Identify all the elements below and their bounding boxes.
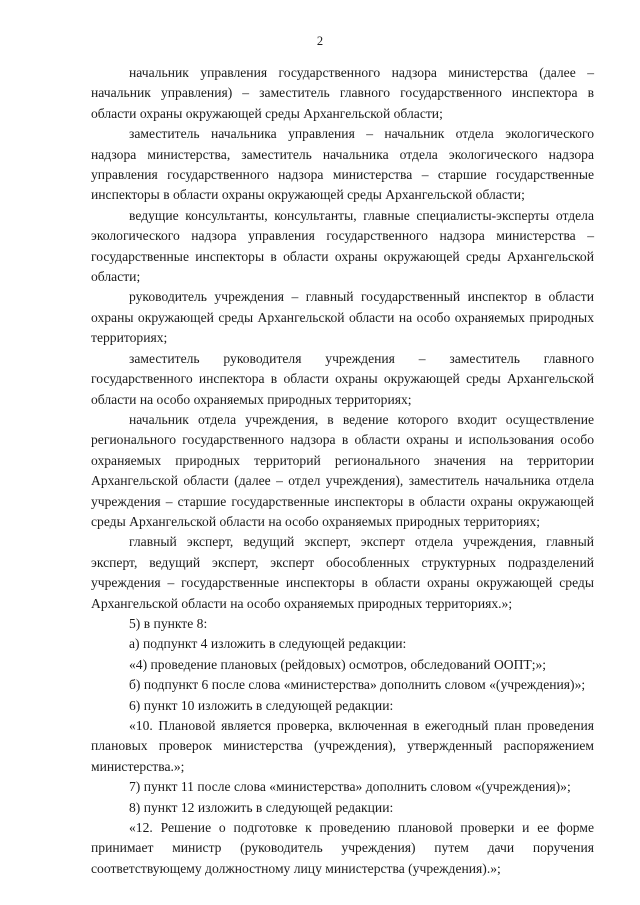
paragraph-deputy-head: заместитель начальника управления – начальник отдела экологического надзора министерства, заместитель начальника отдела экологического надзора управления государственного надзора министерства – старшие государственные инспекторы в области охраны окружающей среды Архангельской области; xyxy=(91,126,594,203)
paragraph-experts: главный эксперт, ведущий эксперт, эксперт отдела учреждения, главный эксперт, ведущий эксперт, эксперт обособленных структурных подразделений учреждения – государственные инспекторы в области охраны окружающей среды Архангельской области на особо охраняемых природных территориях.»; xyxy=(91,534,594,611)
paragraph-item-7: 7) пункт 11 после слова «министерства» дополнить словом «(учреждения)»; xyxy=(129,779,571,795)
paragraph-institution-head: руководитель учреждения – главный государственный инспектор в области охраны окружающей среды Архангельской области на особо охраняемых природных территориях; xyxy=(91,289,594,346)
paragraph-head-of-supervision: начальник управления государственного надзора министерства (далее – начальник управления) – заместитель главного государственного инспектора в области охраны окружающей среды Архангельской области; xyxy=(91,65,594,121)
paragraph-institution-deputy: заместитель руководителя учреждения – заместитель главного государственного инспектора в области охраны окружающей среды Архангельской области на особо охраняемых природных территориях; xyxy=(91,350,594,407)
paragraph-clause-10: «10. Плановой является проверка, включенная в ежегодный план проведения плановых проверок министерства (учреждения), утвержденный распоряжением министерства.»; xyxy=(91,718,594,774)
page-number: 2 xyxy=(316,34,324,48)
paragraph-item-5a: а) подпункт 4 изложить в следующей редакции: xyxy=(129,636,407,652)
paragraph-department-head: начальник отдела учреждения, в ведение которого входит осуществление регионального государственного надзора в области охраны и использования особо охраняемых природных территорий регионального значения на территории Архангельской области (далее – отдел учреждения), заместитель начальника отдела учреждения – старшие государственные инспекторы в области охраны окружающей среды Архангельской области на особо охраняемых природных территориях; xyxy=(91,411,594,529)
paragraph-item-5: 5) в пункте 8: xyxy=(129,615,208,631)
paragraph-item-5b: б) подпункт 6 после слова «министерства» дополнить словом «(учреждения)»; xyxy=(129,677,586,693)
paragraph-leading-consultants: ведущие консультанты, консультанты, главные специалисты-эксперты отдела экологического надзора управления государственного надзора министерства – государственные инспекторы в области охраны окружающей среды Архангельской области; xyxy=(91,207,594,285)
paragraph-item-8: 8) пункт 12 изложить в следующей редакции: xyxy=(129,799,394,815)
paragraph-item-6: 6) пункт 10 изложить в следующей редакции: xyxy=(129,697,394,713)
paragraph-clause-12: «12. Решение о подготовке к проведению плановой проверки и ее форме принимает министр (руководитель учреждения) путем дачи поручения соответствующему должностному лицу министерства (учреждения).»; xyxy=(91,820,594,876)
document-body xyxy=(91,63,594,879)
paragraph-subitem-4: «4) проведение плановых (рейдовых) осмотров, обследований ООПТ;»; xyxy=(129,656,547,672)
